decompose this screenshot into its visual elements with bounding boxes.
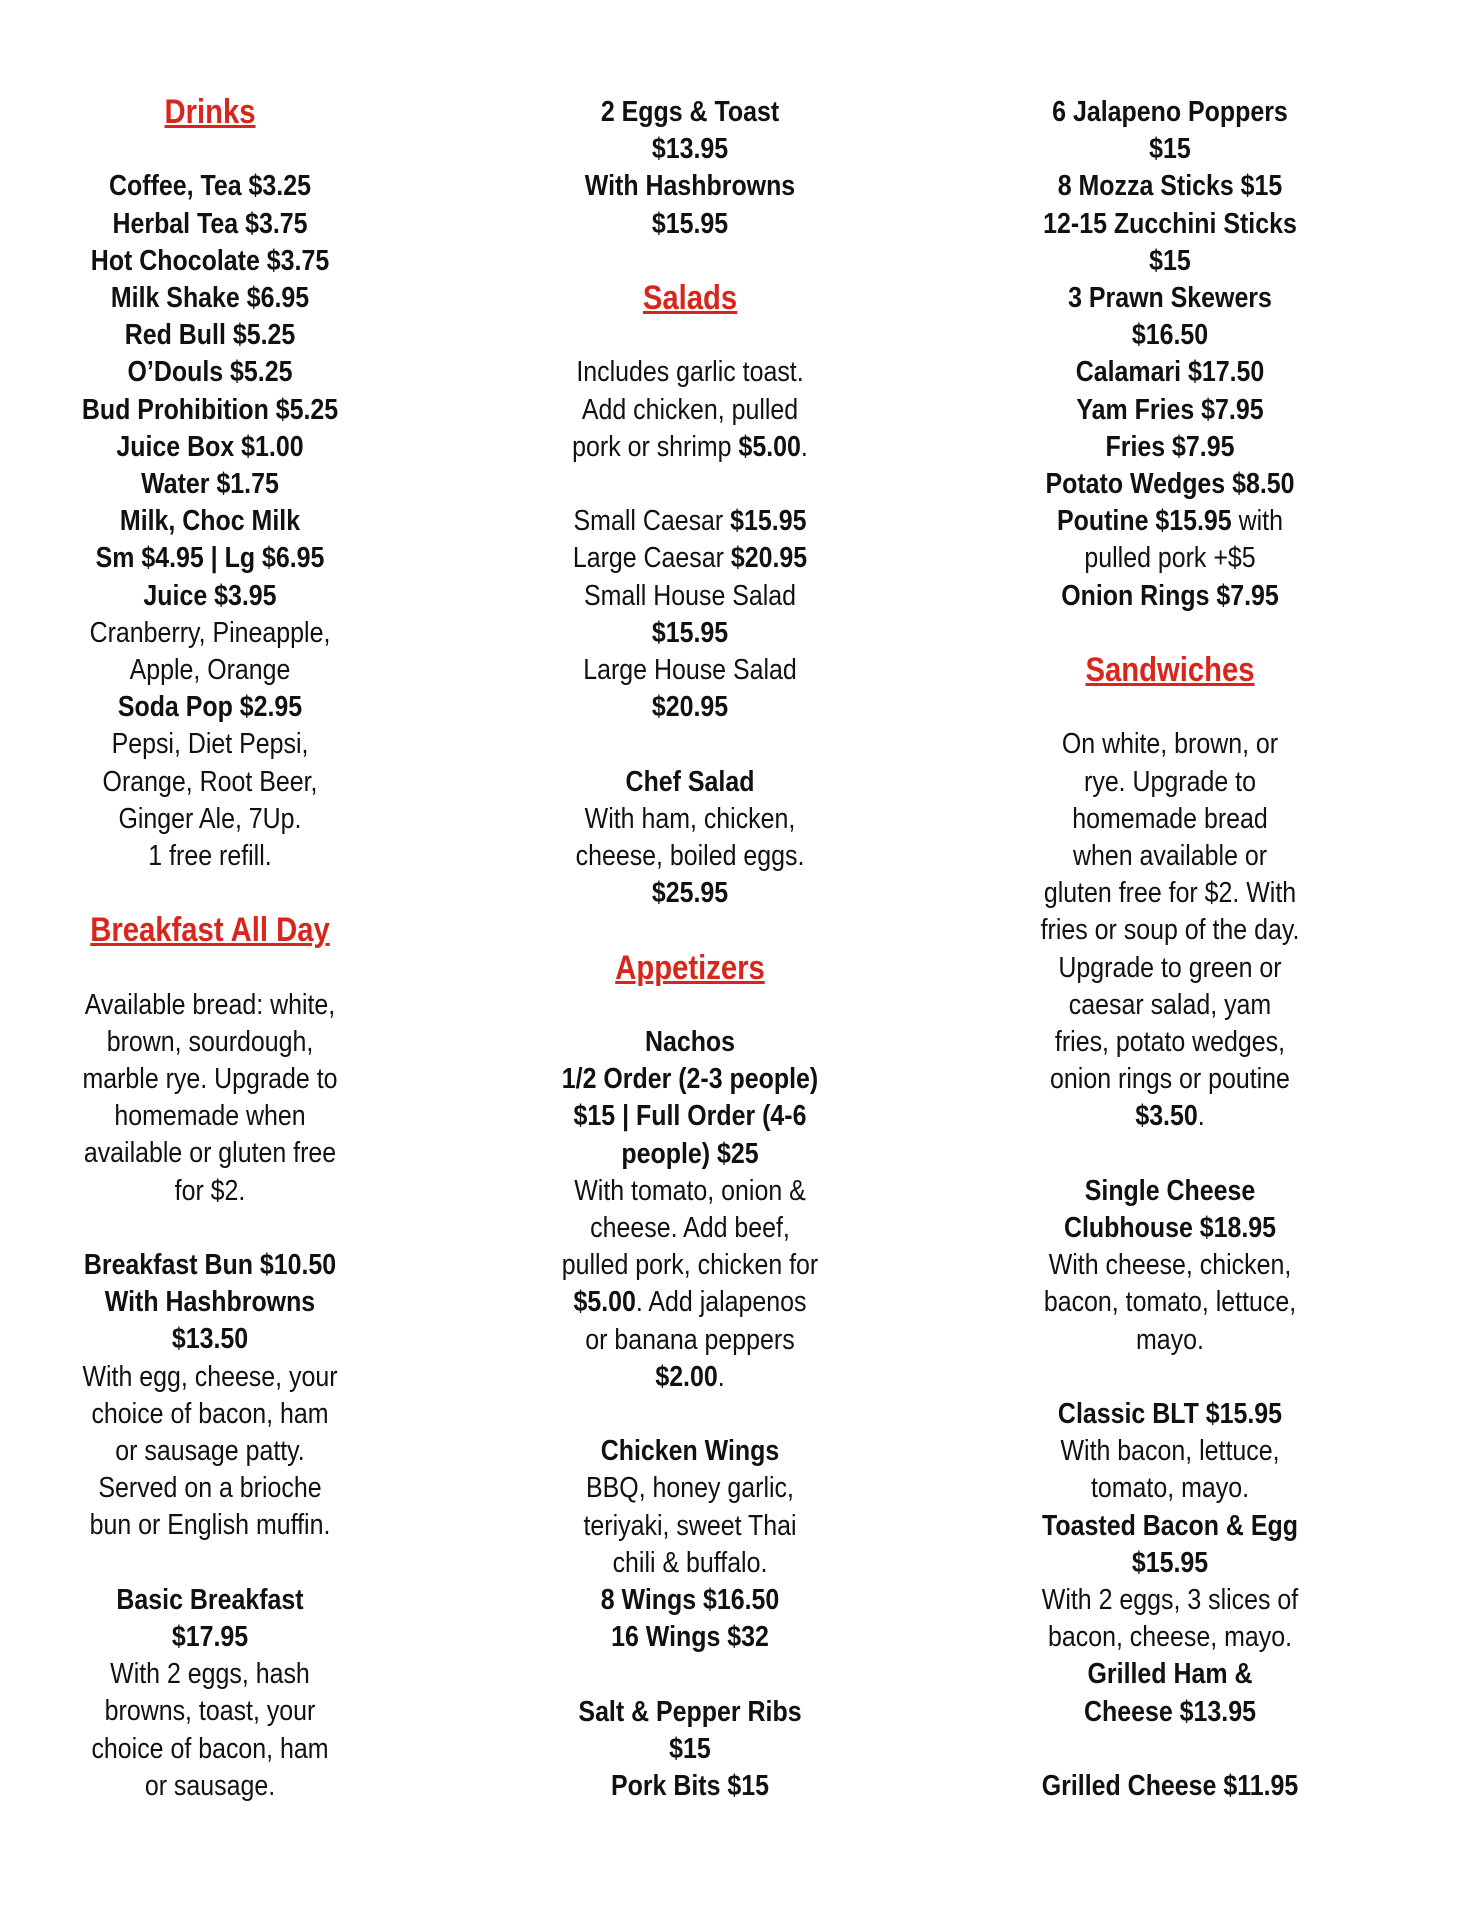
item-description: browns, toast, your <box>104 1695 316 1728</box>
section-intro: when available or <box>1072 840 1268 873</box>
item-description: BBQ, honey garlic, <box>586 1472 794 1505</box>
menu-item: Poutine $15.95 with <box>1057 505 1283 538</box>
item-description: With bacon, lettuce, <box>1060 1435 1280 1468</box>
menu-item: Toasted Bacon & Egg <box>1042 1509 1298 1542</box>
menu-item: Small House Salad <box>583 579 797 612</box>
item-description: With egg, cheese, your <box>82 1360 338 1393</box>
item-description: With ham, chicken, <box>584 802 796 835</box>
menu-item: Sm $4.95 | Lg $6.95 <box>95 542 325 575</box>
menu-item: people) $25 <box>621 1137 759 1170</box>
item-description: or sausage patty. <box>115 1435 305 1468</box>
item-description: bun or English muffin. <box>89 1509 331 1542</box>
menu-item: $15.95 <box>1131 1546 1209 1579</box>
section-intro: fries, potato wedges, <box>1054 1026 1286 1059</box>
item-description: cheese. Add beef, <box>590 1212 790 1244</box>
item-description: or sausage. <box>144 1769 276 1802</box>
menu-item: 1/2 Order (2-3 people) <box>561 1063 819 1096</box>
section-intro: rye. Upgrade to <box>1084 765 1256 798</box>
menu-item: Red Bull $5.25 <box>124 319 296 352</box>
menu-item: Yam Fries $7.95 <box>1076 393 1264 426</box>
section-intro: pork or shrimp $5.00. <box>572 430 808 463</box>
menu-item: 8 Mozza Sticks $15 <box>1057 170 1283 203</box>
menu-item: Potato Wedges $8.50 <box>1045 468 1295 501</box>
item-description: $2.00. <box>655 1360 725 1393</box>
menu-item: Classic BLT $15.95 <box>1057 1398 1283 1431</box>
menu-item: $13.95 <box>651 133 729 166</box>
menu-item: Bud Prohibition $5.25 <box>81 393 339 426</box>
item-description: mayo. <box>1136 1323 1204 1356</box>
menu-item: Basic Breakfast <box>116 1583 304 1616</box>
menu-item: Chicken Wings <box>600 1435 780 1468</box>
section-title-salads: Salads <box>642 279 738 317</box>
item-description: choice of bacon, ham <box>91 1397 329 1430</box>
item-description: or banana peppers <box>585 1323 795 1356</box>
menu-item: Cheese $13.95 <box>1084 1695 1256 1728</box>
menu-item: O’Douls $5.25 <box>127 356 293 389</box>
menu-item: $15 <box>1149 133 1191 166</box>
item-description: With 2 eggs, hash <box>110 1658 310 1691</box>
menu-item: $16.50 <box>1131 319 1209 352</box>
item-description: bacon, tomato, lettuce, <box>1043 1286 1297 1319</box>
section-intro: brown, sourdough, <box>106 1025 314 1058</box>
item-description: Served on a brioche <box>98 1472 322 1505</box>
item-price: $25.95 <box>651 877 729 910</box>
menu-item: Breakfast Bun $10.50 <box>83 1249 337 1282</box>
menu-item: Nachos <box>644 1025 736 1058</box>
item-price: 16 Wings $32 <box>611 1621 769 1654</box>
item-price: $15.95 <box>651 616 729 649</box>
menu-item: Pork Bits $15 <box>610 1770 770 1803</box>
menu-item: Grilled Ham & <box>1087 1658 1253 1691</box>
menu-item: Coffee, Tea $3.25 <box>109 170 311 203</box>
item-description: With cheese, chicken, <box>1048 1249 1292 1282</box>
menu-item: $13.50 <box>171 1323 249 1356</box>
menu-item: $17.95 <box>171 1621 249 1654</box>
item-description: Pepsi, Diet Pepsi, <box>111 728 309 761</box>
menu-item: Fries $7.95 <box>1105 430 1235 463</box>
menu-item: Clubhouse $18.95 <box>1063 1212 1277 1245</box>
item-description: chili & buffalo. <box>612 1546 768 1579</box>
item-description: 1 free refill. <box>148 840 272 873</box>
menu-item: 6 Jalapeno Poppers <box>1052 96 1288 128</box>
item-description: tomato, mayo. <box>1090 1472 1250 1505</box>
menu-item: 3 Prawn Skewers <box>1068 282 1272 315</box>
menu-item: 12-15 Zucchini Sticks <box>1043 207 1297 240</box>
item-description: $5.00. Add jalapenos <box>573 1286 807 1319</box>
menu-item: Juice $3.95 <box>143 579 277 612</box>
item-description: teriyaki, sweet Thai <box>583 1509 797 1542</box>
section-title-appetizers: Appetizers <box>615 948 765 987</box>
item-price: 8 Wings $16.50 <box>600 1584 780 1617</box>
menu-item: Onion Rings $7.95 <box>1061 579 1279 612</box>
item-description: pulled pork, chicken for <box>561 1249 819 1282</box>
menu-item: Herbal Tea $3.75 <box>112 207 308 240</box>
section-intro: Add chicken, pulled <box>581 393 799 426</box>
section-intro: Available bread: white, <box>84 988 336 1021</box>
menu-item: With Hashbrowns <box>584 170 796 203</box>
menu-item: Grilled Cheese $11.95 <box>1041 1770 1299 1803</box>
section-title-sandwiches: Sandwiches <box>1085 651 1255 690</box>
item-description: With tomato, onion & <box>574 1174 806 1207</box>
menu-item: $15 <box>669 1732 711 1765</box>
menu-item: $15 <box>1149 244 1191 277</box>
menu-item: Large Caesar $20.95 <box>572 542 808 575</box>
menu-item: 2 Eggs & Toast <box>600 96 780 128</box>
menu-item: With Hashbrowns <box>104 1286 316 1319</box>
section-intro: Upgrade to green or <box>1058 951 1282 984</box>
section-intro: available or gluten free <box>83 1137 337 1170</box>
menu-item: Salt & Pepper Ribs <box>578 1695 802 1728</box>
item-price: $20.95 <box>651 691 729 724</box>
section-intro: onion rings or poutine <box>1050 1063 1290 1096</box>
section-intro: On white, brown, or <box>1061 728 1279 761</box>
item-description: Orange, Root Beer, <box>102 765 318 798</box>
menu-item: Milk Shake $6.95 <box>110 282 310 314</box>
menu-item: Small Caesar $15.95 <box>573 505 807 538</box>
section-intro: marble rye. Upgrade to <box>82 1063 338 1096</box>
section-intro: homemade when <box>114 1100 306 1133</box>
item-description: cheese, boiled eggs. <box>575 840 805 872</box>
menu-item: Milk, Choc Milk <box>119 505 301 538</box>
item-description: choice of bacon, ham <box>91 1732 329 1765</box>
menu-item: Juice Box $1.00 <box>116 430 304 463</box>
menu-item: $15.95 <box>651 207 729 240</box>
menu-item: $15 | Full Order (4-6 <box>573 1100 807 1133</box>
section-intro: caesar salad, yam <box>1068 988 1272 1021</box>
item-description: bacon, cheese, mayo. <box>1047 1621 1292 1654</box>
menu-item: Soda Pop $2.95 <box>117 691 303 724</box>
section-title-breakfast: Breakfast All Day <box>90 911 330 950</box>
section-intro: homemade bread <box>1072 802 1268 835</box>
menu-item: Single Cheese <box>1084 1174 1256 1207</box>
menu-item: Hot Chocolate $3.75 <box>90 244 330 277</box>
section-intro: Includes garlic toast. <box>576 356 804 389</box>
menu-item: Large House Salad <box>583 654 797 686</box>
menu-item: Chef Salad <box>625 765 755 798</box>
menu-item: Calamari $17.50 <box>1075 356 1265 389</box>
section-intro: gluten free for $2. With <box>1043 877 1297 910</box>
item-description: Ginger Ale, 7Up. <box>118 802 302 835</box>
section-title-drinks: Drinks <box>164 93 256 131</box>
column-drinks-breakfast <box>50 94 370 1805</box>
item-description: pulled pork +$5 <box>1084 542 1256 575</box>
column-salads-appetizers <box>530 94 850 1805</box>
item-description: Cranberry, Pineapple, <box>89 616 331 649</box>
column-appetizers-sandwiches <box>1010 94 1330 1805</box>
item-description: With 2 eggs, 3 slices of <box>1041 1584 1299 1617</box>
section-intro: fries or soup of the day. <box>1040 914 1300 947</box>
section-intro: for $2. <box>174 1174 246 1207</box>
section-intro: $3.50. <box>1135 1100 1205 1133</box>
item-description: Apple, Orange <box>129 654 291 687</box>
menu-item: Water $1.75 <box>141 468 279 501</box>
